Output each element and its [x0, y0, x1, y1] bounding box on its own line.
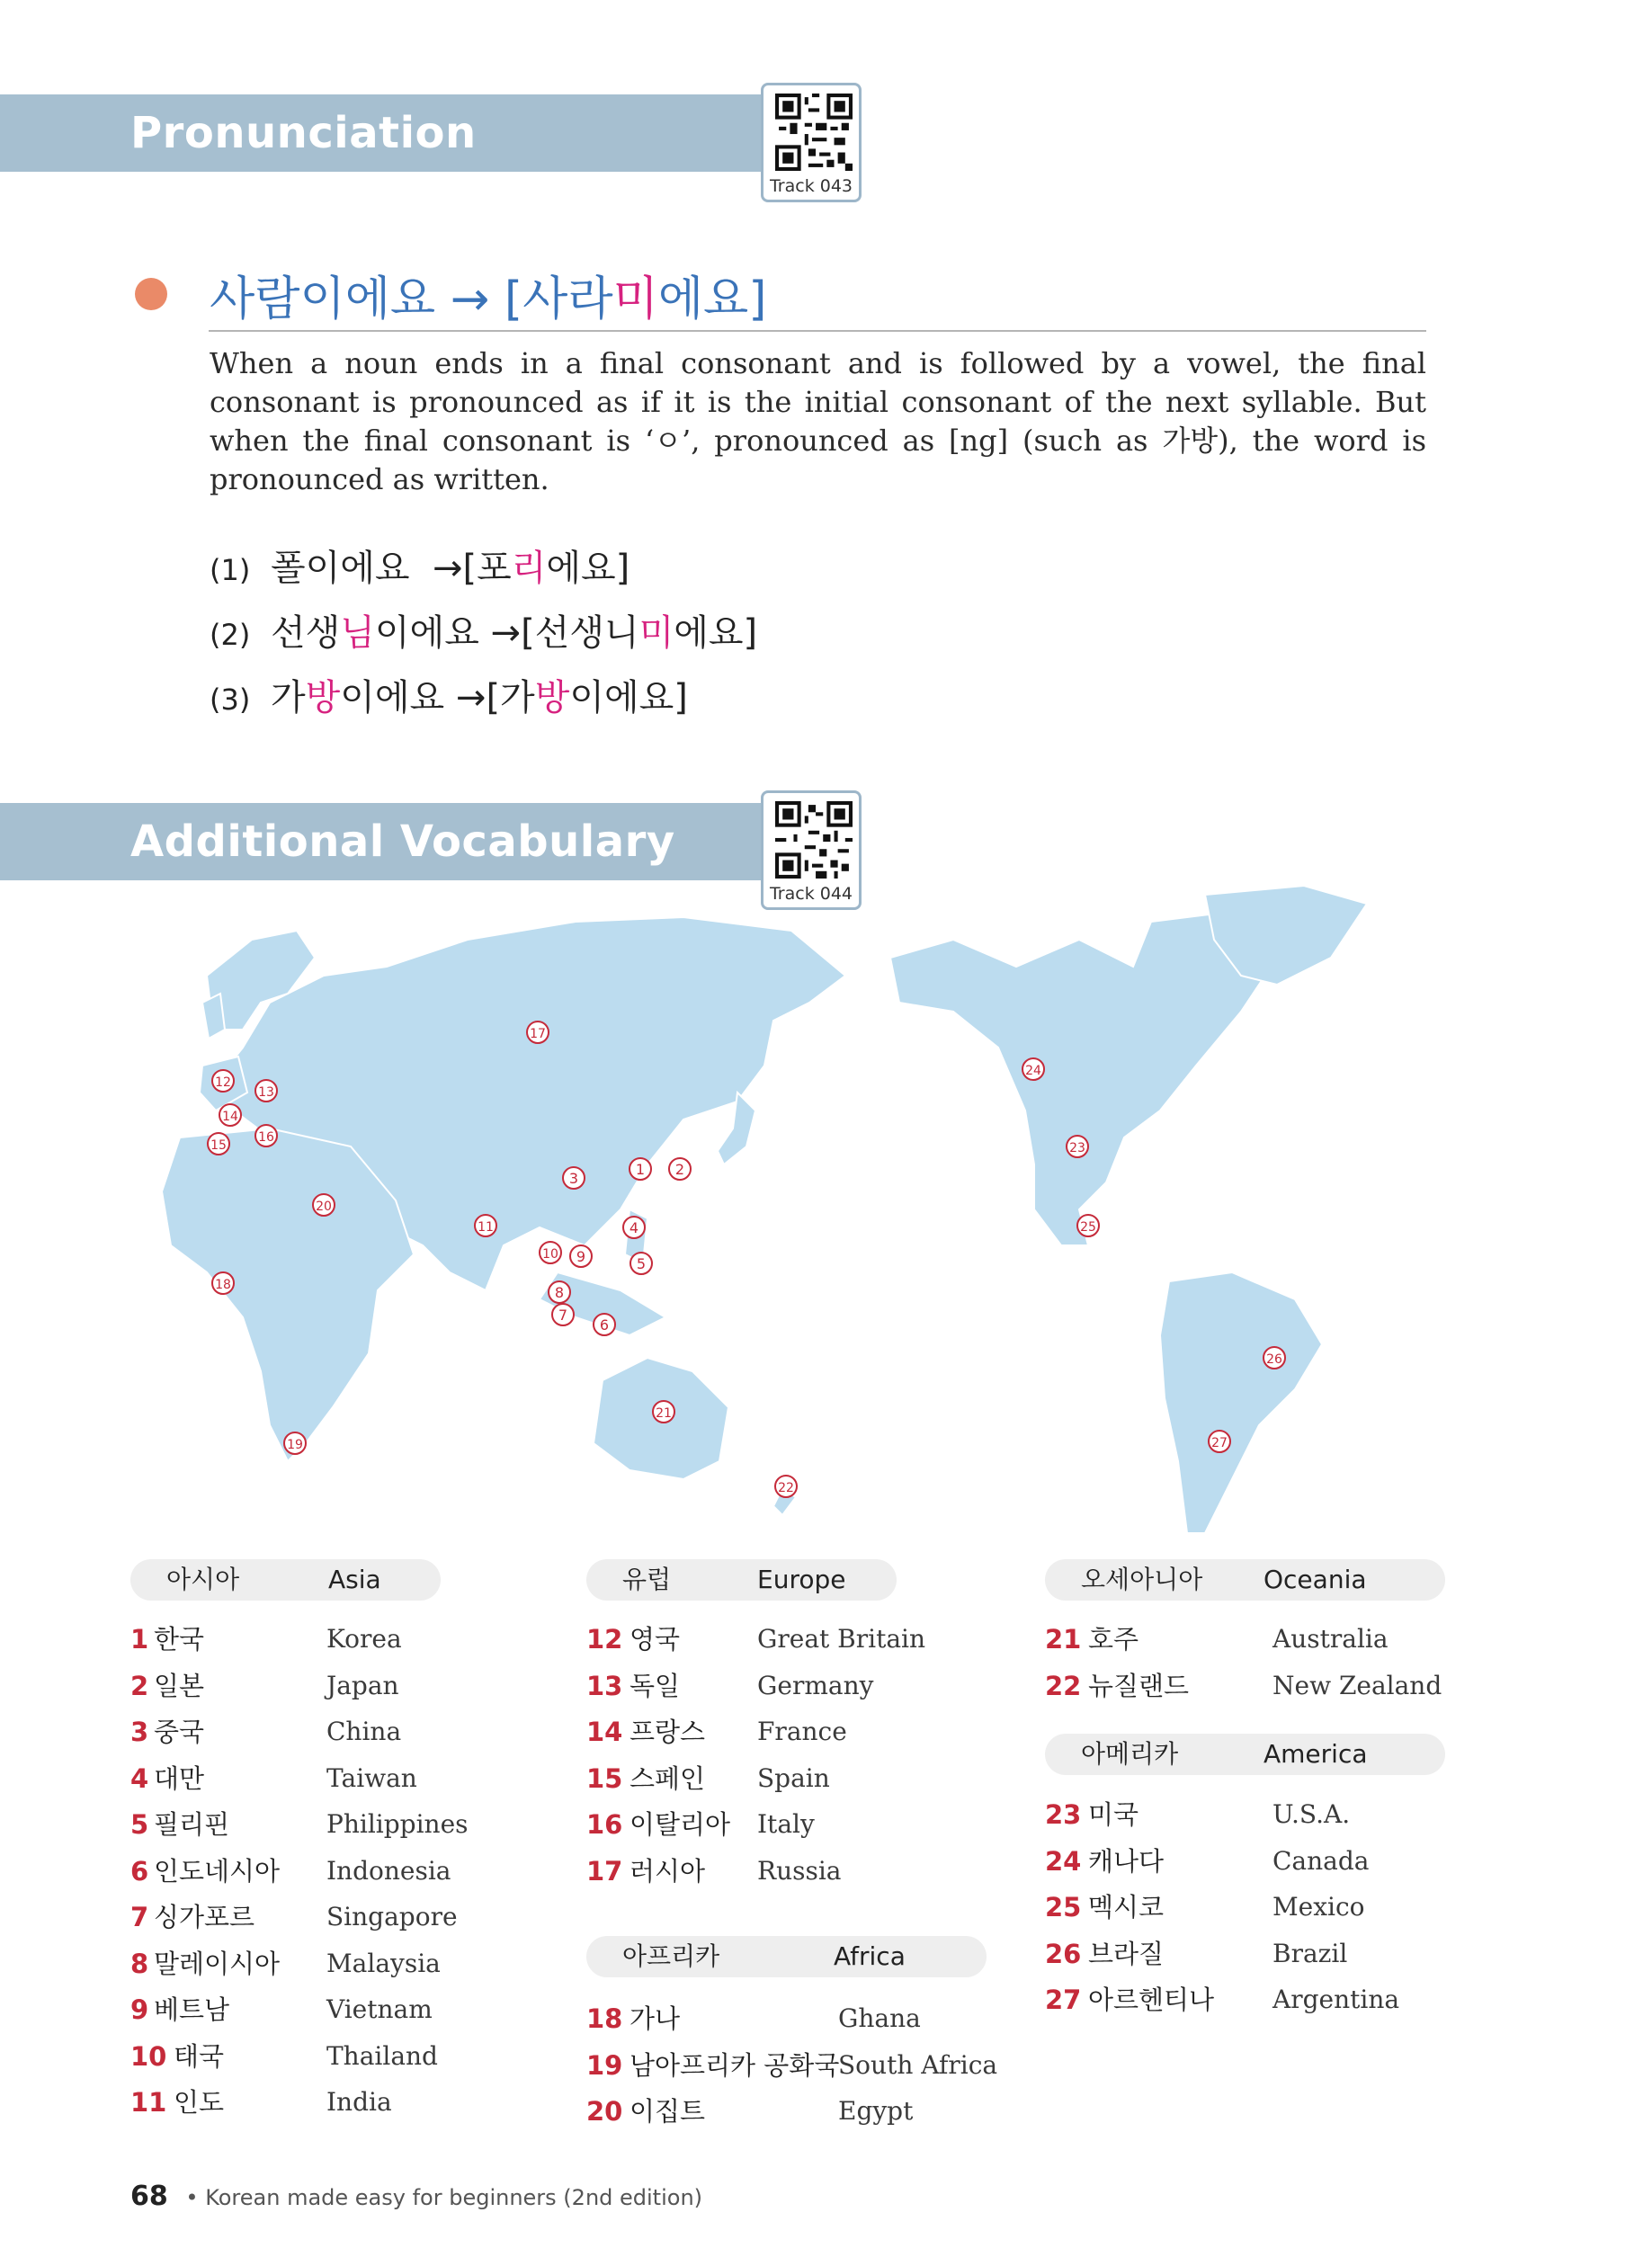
vocab-row-america [1045, 1839, 1370, 1884]
map-marker-label: 20 [316, 1200, 332, 1214]
map-landmasses [162, 886, 1367, 1533]
example-word: 폴이에요 [271, 548, 410, 589]
vocab-english: France [757, 1717, 847, 1746]
vocab-english: Ghana [838, 2003, 921, 2033]
vocab-korean: 이탈리아 [630, 1809, 731, 1840]
vocab-number: 1 [130, 1624, 149, 1655]
map-marker-label: 26 [1266, 1352, 1282, 1367]
vocab-korean: 인도네시아 [154, 1855, 281, 1887]
example-word-end: 이에요 [340, 677, 445, 718]
vocab-korean: 미국 [1088, 1799, 1139, 1830]
map-marker-label: 9 [576, 1248, 586, 1265]
vocab-number: 23 [1045, 1799, 1082, 1830]
map-marker-label: 7 [558, 1307, 568, 1324]
vocab-row-asia [130, 2034, 438, 2079]
footer-bullet: • [185, 2185, 199, 2210]
vocab-number: 2 [130, 1670, 149, 1701]
map-marker-label: 13 [258, 1085, 274, 1100]
example-pron: [가 [486, 677, 535, 718]
bullet-dot [135, 278, 167, 310]
africa-landmass [162, 1128, 414, 1461]
category-africa [586, 1936, 987, 1977]
category-ko: 아프리카 [622, 1941, 720, 1971]
vocab-number: 24 [1045, 1845, 1082, 1877]
example-word: 선생 [271, 612, 341, 654]
vocab-row-africa [586, 2089, 914, 2134]
vocab-number: 6 [130, 1855, 149, 1887]
category-oceania [1045, 1559, 1445, 1601]
example-pron-highlight: 리 [511, 548, 547, 589]
category-en: Asia [328, 1565, 381, 1594]
map-marker [1077, 1215, 1099, 1236]
vocab-english: Brazil [1272, 1938, 1348, 1968]
vocab-english: Thailand [326, 2040, 438, 2071]
vocab-korean: 한국 [154, 1624, 205, 1655]
map-marker [284, 1432, 306, 1454]
vocab-row-oceania [1045, 1664, 1442, 1708]
vocab-english: Argentina [1272, 1985, 1400, 2014]
vocab-korean: 러시아 [630, 1855, 706, 1887]
vocab-row-europe [586, 1802, 815, 1847]
track-043-qr[interactable] [761, 83, 862, 202]
vocab-korean: 영국 [630, 1624, 681, 1655]
vocab-title: Additional Vocabulary [130, 816, 675, 867]
vocab-number: 15 [586, 1762, 623, 1794]
vocab-row-asia [130, 1987, 433, 2032]
vocab-english: U.S.A. [1272, 1799, 1351, 1829]
vocab-english: China [326, 1717, 402, 1746]
vocab-english: South Africa [838, 2049, 998, 2080]
vocab-english: Great Britain [757, 1624, 926, 1654]
map-marker-label: 24 [1025, 1064, 1041, 1078]
pronunciation-heading [210, 261, 767, 328]
vocab-row-europe [586, 1849, 842, 1894]
map-marker-label: 1 [635, 1161, 646, 1178]
vocab-korean: 호주 [1088, 1624, 1139, 1655]
map-marker-label: 21 [656, 1406, 672, 1421]
vocab-english: Taiwan [326, 1762, 417, 1793]
heading-pron-close: 에요] [657, 272, 767, 326]
map-marker [208, 1133, 229, 1155]
vocab-english: Korea [326, 1624, 402, 1654]
vocab-number: 18 [586, 2003, 623, 2034]
example-pron-highlight: 미 [638, 612, 674, 654]
vocab-number: 4 [130, 1762, 149, 1794]
map-marker [540, 1242, 561, 1263]
vocab-korean: 대만 [154, 1762, 205, 1794]
vocab-row-africa [586, 2043, 998, 2088]
vocab-row-asia [130, 1941, 441, 1986]
vocab-row-asia [130, 1709, 402, 1754]
world-map [0, 868, 1652, 1551]
vocab-english: Mexico [1272, 1892, 1365, 1922]
map-marker-label: 18 [215, 1278, 231, 1292]
map-marker-label: 3 [568, 1170, 579, 1187]
vocab-english: Singapore [326, 1902, 458, 1931]
category-ko: 오세아니아 [1081, 1565, 1203, 1594]
map-marker-label: 27 [1211, 1436, 1228, 1450]
example-number: (1) [210, 553, 251, 587]
example-number: (2) [210, 618, 251, 652]
vocab-english: Japan [326, 1670, 399, 1700]
vocab-korean: 남아프리카 공화국 [630, 2049, 840, 2081]
vocab-english: Philippines [326, 1809, 469, 1839]
map-marker [212, 1070, 234, 1092]
vocab-number: 21 [1045, 1624, 1082, 1655]
map-marker [623, 1217, 645, 1238]
vocab-korean: 가나 [630, 2003, 681, 2034]
vocab-korean: 캐나다 [1088, 1845, 1165, 1877]
example-pron: [선생니 [521, 612, 639, 654]
heading-pron-highlight: 미 [612, 272, 658, 326]
vocab-korean: 스페인 [630, 1762, 706, 1794]
map-marker [669, 1158, 691, 1180]
map-marker [552, 1304, 574, 1325]
heading-word: 사람이에요 [210, 272, 436, 326]
vocab-number: 12 [586, 1624, 623, 1655]
category-en: America [1264, 1739, 1368, 1769]
category-ko: 아시아 [166, 1565, 240, 1594]
vocab-number: 17 [586, 1855, 623, 1887]
heading-arrow: → [450, 272, 490, 326]
vocab-row-asia [130, 2080, 392, 2125]
vocab-english: Egypt [838, 2096, 914, 2126]
vocab-english: Spain [757, 1762, 830, 1793]
pronunciation-explanation: When a noun ends in a final consonant and is followed by a vowel, the final consonant is pronounced as if it is the initial consonant of the next syllable. But when the final consonant is ‘ㅇ’, pronounced as [ng] (such as 가방), the word is pronounced as written. [210, 346, 1426, 496]
map-marker-label: 16 [258, 1130, 274, 1145]
page-number: 68 [130, 2181, 168, 2212]
map-marker-label: 11 [478, 1220, 494, 1235]
example-pron: [포 [462, 548, 512, 589]
map-marker-label: 10 [542, 1247, 558, 1262]
vocab-number: 13 [586, 1670, 623, 1701]
vocab-english: Italy [757, 1809, 815, 1839]
vocab-english: India [326, 2087, 392, 2117]
vocab-number: 26 [1045, 1938, 1082, 1969]
category-en: Oceania [1264, 1565, 1367, 1594]
vocab-row-africa [586, 1996, 921, 2041]
map-marker [1022, 1058, 1044, 1080]
track-044-label: Track 044 [769, 884, 853, 904]
map-marker-label: 14 [222, 1110, 238, 1124]
vocab-number: 3 [130, 1717, 149, 1747]
category-en: Europe [757, 1565, 846, 1594]
vocab-number: 27 [1045, 1985, 1082, 2015]
vocab-row-asia [130, 1664, 399, 1708]
qr-code-icon [775, 94, 853, 171]
map-marker-label: 4 [629, 1219, 639, 1236]
vocab-korean: 뉴질랜드 [1088, 1670, 1190, 1701]
map-marker [527, 1021, 549, 1043]
example-3: (3) 가방이에요 →[가방이에요] [210, 677, 688, 718]
example-pron-end: 이에요] [569, 677, 688, 718]
map-marker [630, 1158, 651, 1180]
vocab-number: 14 [586, 1717, 623, 1747]
vocab-korean: 독일 [630, 1670, 681, 1701]
vocab-english: Germany [757, 1670, 874, 1700]
map-marker [653, 1401, 674, 1423]
vocab-number: 7 [130, 1902, 149, 1932]
map-marker-label: 5 [636, 1255, 647, 1272]
vocab-english: Vietnam [326, 1994, 433, 2024]
page-footer [130, 2181, 702, 2212]
map-marker-label: 17 [530, 1027, 546, 1041]
map-marker-label: 22 [778, 1481, 794, 1495]
vocab-english: Russia [757, 1855, 842, 1886]
vocab-row-asia [130, 1756, 417, 1801]
example-word-highlight: 님 [340, 612, 375, 654]
pronunciation-title: Pronunciation [130, 108, 477, 158]
category-en: Africa [834, 1941, 906, 1971]
category-america [1045, 1734, 1445, 1775]
map-marker [1209, 1431, 1230, 1452]
map-marker [570, 1245, 592, 1267]
vocab-number: 10 [130, 2040, 167, 2072]
vocab-row-america [1045, 1792, 1351, 1837]
vocab-english: Canada [1272, 1845, 1370, 1876]
example-2: (2) 선생님이에요 →[선생니미에요] [210, 612, 758, 654]
vocab-korean: 인도 [174, 2087, 225, 2118]
map-marker-label: 19 [287, 1438, 303, 1452]
example-word-highlight: 방 [305, 677, 341, 718]
vocab-english: Malaysia [326, 1948, 441, 1978]
vocab-number: 25 [1045, 1892, 1082, 1922]
vocab-korean: 태국 [174, 2040, 225, 2072]
example-1: (1) 폴이에요 →[포리에요] [210, 548, 630, 589]
map-marker [255, 1080, 277, 1102]
map-marker [219, 1104, 241, 1126]
map-marker [630, 1253, 652, 1274]
vocab-korean: 말레이시아 [154, 1948, 281, 1979]
map-marker [594, 1314, 615, 1335]
vocab-row-europe [586, 1709, 847, 1754]
vocab-row-asia [130, 1895, 458, 1940]
vocab-korean: 아르헨티나 [1088, 1985, 1215, 2015]
map-marker [1264, 1347, 1285, 1369]
vocab-number: 11 [130, 2087, 167, 2118]
map-marker-label: 23 [1069, 1141, 1085, 1155]
vocab-number: 19 [586, 2049, 623, 2081]
example-pron-end: 에요] [674, 612, 758, 654]
vocab-korean: 베트남 [154, 1994, 230, 2025]
map-marker [1067, 1136, 1088, 1157]
category-europe [586, 1559, 897, 1601]
vocab-english: New Zealand [1272, 1670, 1442, 1700]
heading-pron-open: [사라 [504, 272, 613, 326]
north-america-landmass [890, 913, 1277, 1245]
map-marker-label: 25 [1080, 1220, 1096, 1235]
example-word-end: 이에요 [374, 612, 479, 654]
vocab-korean: 이집트 [630, 2096, 706, 2127]
vocab-number: 5 [130, 1809, 149, 1840]
map-marker [563, 1167, 585, 1189]
vocab-row-america [1045, 1931, 1348, 1976]
example-pron-end: 에요] [546, 548, 630, 589]
vocab-row-europe [586, 1756, 830, 1801]
category-asia [130, 1559, 441, 1601]
vocab-korean: 싱가포르 [154, 1902, 255, 1932]
vocab-korean: 브라질 [1088, 1938, 1165, 1969]
map-marker [549, 1281, 570, 1303]
vocab-row-europe [586, 1617, 926, 1662]
map-marker-label: 15 [210, 1138, 227, 1153]
heading-divider [209, 330, 1426, 332]
example-number: (3) [210, 682, 251, 717]
example-pron-highlight: 방 [534, 677, 570, 718]
track-043-label: Track 043 [769, 176, 853, 196]
vocab-korean: 필리핀 [154, 1809, 230, 1840]
book-title: Korean made easy for beginners (2nd edition) [205, 2185, 703, 2210]
vocab-number: 22 [1045, 1670, 1082, 1701]
vocab-number: 16 [586, 1809, 623, 1840]
map-marker [475, 1215, 496, 1236]
category-ko: 아메리카 [1081, 1739, 1179, 1769]
vocab-korean: 일본 [154, 1670, 205, 1701]
britain-landmass [202, 994, 225, 1039]
map-marker-label: 12 [215, 1075, 231, 1090]
vocab-row-oceania [1045, 1617, 1389, 1662]
south-america-landmass [1160, 1272, 1322, 1533]
map-marker [775, 1476, 797, 1497]
vocab-korean: 프랑스 [630, 1717, 706, 1747]
vocab-row-america [1045, 1977, 1400, 2022]
map-marker [212, 1272, 234, 1294]
vocab-korean: 중국 [154, 1717, 205, 1747]
vocab-number: 20 [586, 2096, 623, 2127]
vocab-row-asia [130, 1849, 451, 1894]
map-marker [255, 1125, 277, 1146]
vocab-row-asia [130, 1802, 469, 1847]
map-marker-label: 6 [599, 1316, 610, 1334]
vocab-number: 9 [130, 1994, 149, 2025]
vocab-row-asia [130, 1617, 402, 1662]
map-marker-label: 2 [674, 1161, 685, 1178]
vocab-row-america [1045, 1885, 1365, 1930]
category-ko: 유럽 [622, 1565, 672, 1594]
map-marker [313, 1194, 335, 1216]
vocab-number: 8 [130, 1948, 149, 1979]
vocab-english: Australia [1272, 1624, 1389, 1654]
vocab-english: Indonesia [326, 1855, 451, 1886]
vocab-row-europe [586, 1664, 874, 1708]
vocab-korean: 멕시코 [1088, 1892, 1165, 1922]
example-word: 가 [271, 677, 306, 718]
map-marker-label: 8 [554, 1284, 565, 1301]
